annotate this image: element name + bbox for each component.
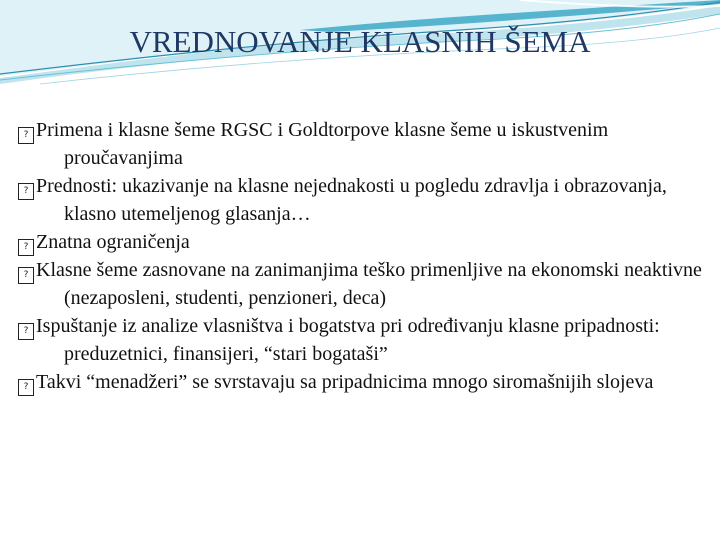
slide-title: VREDNOVANJE KLASNIH ŠEMA (129, 24, 591, 59)
bullet-text: Prednosti: ukazivanje na klasne nejednakosti u pogledu zdravlja i obrazovanja, klasno utemeljenog glasanja… (36, 175, 667, 225)
bullet-item (18, 172, 708, 228)
bullet-item (18, 228, 708, 256)
bullet-text: Klasne šeme zasnovane na zanimanjima teško primenljive na ekonomski neaktivne (nezaposleni, studenti, penzioneri, deca) (36, 259, 702, 309)
missing-glyph-bullet-icon: ? (18, 183, 34, 200)
bullet-item (18, 312, 708, 368)
bullet-text: Primena i klasne šeme RGSC i Goldtorpove klasne šeme u iskustvenim proučavanjima (36, 119, 609, 169)
bullet-item (18, 116, 708, 172)
missing-glyph-bullet-icon: ? (18, 239, 34, 256)
bullet-list (18, 116, 708, 396)
missing-glyph-bullet-icon: ? (18, 267, 34, 284)
bullet-text: Znatna ograničenja (36, 231, 190, 253)
bullet-text: Ispuštanje iz analize vlasništva i bogatstva pri određivanju klasne pripadnosti: preduzetnici, finansijeri, “stari bogataši” (36, 315, 660, 365)
bullet-item (18, 368, 708, 396)
missing-glyph-bullet-icon: ? (18, 127, 34, 144)
bullet-item (18, 256, 708, 312)
bullet-text: Takvi “menadžeri” se svrstavaju sa pripadnicima mnogo siromašnijih slojeva (36, 371, 654, 393)
missing-glyph-bullet-icon: ? (18, 323, 34, 340)
missing-glyph-bullet-icon: ? (18, 379, 34, 396)
